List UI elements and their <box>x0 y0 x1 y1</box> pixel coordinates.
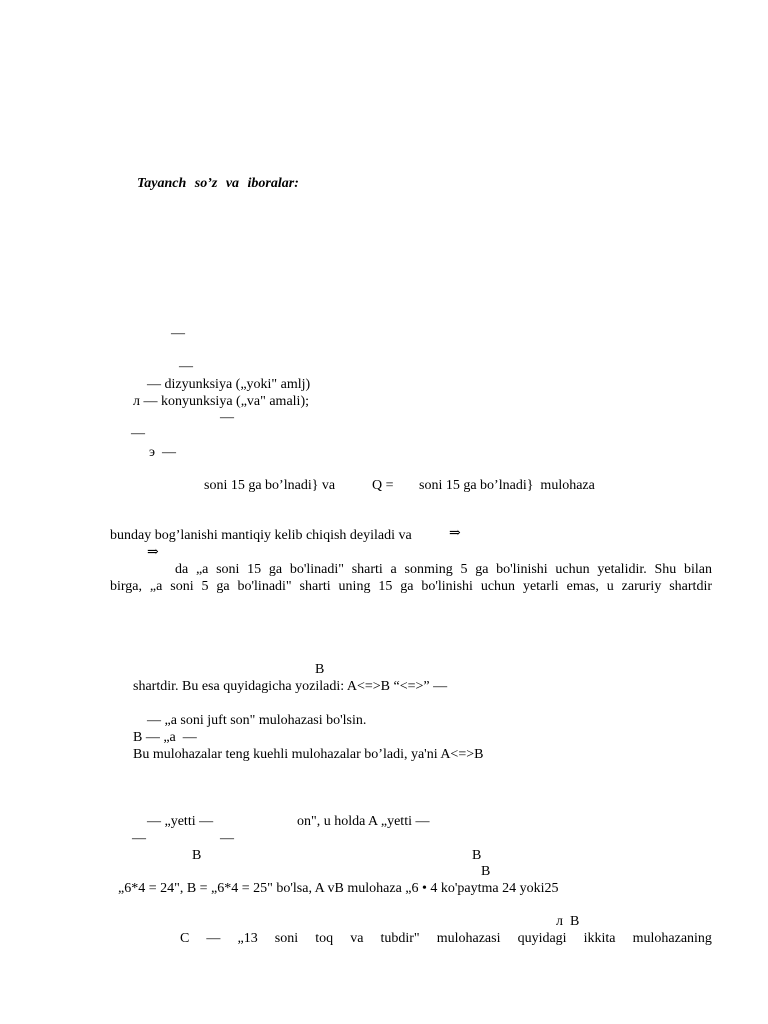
text-line: B — „a — <box>133 730 197 745</box>
word: mulohazaning <box>632 931 712 946</box>
word: va <box>350 931 364 946</box>
text-fragment: — „yetti — <box>147 814 214 829</box>
text-fragment: soni 15 ga bo’lnadi} mulohaza <box>419 478 595 493</box>
word: mulohazasi <box>436 931 501 946</box>
text-fragment: on", u holda A „yetti — <box>297 814 430 829</box>
dash: — <box>171 326 185 341</box>
dash: — <box>132 831 146 846</box>
text-line: л — konyunksiya („va" amali); <box>133 394 309 409</box>
implies-symbol: ⇒ <box>147 545 159 560</box>
letter-b: B <box>315 662 325 677</box>
dash: — <box>179 359 193 374</box>
word: — <box>206 931 221 946</box>
text-line: Bu mulohazalar teng kuehli mulohazalar bo’ladi, ya'ni A<=>B <box>133 747 484 762</box>
heading: Tayanch so’z va iboralar: <box>137 176 299 191</box>
word: toq <box>315 931 334 946</box>
letter-b: B <box>472 848 482 863</box>
text-line: da „a soni 15 ga bo'linadi" sharti a sonming 5 ga bo'linishi uchun yetalidir. Shu bilan <box>175 562 712 577</box>
letter-b: B <box>192 848 202 863</box>
word: „13 <box>237 931 258 946</box>
text-line: — „a soni juft son" mulohazasi bo'lsin. <box>147 713 367 728</box>
text-line: э — <box>149 445 177 460</box>
dash: — <box>220 831 234 846</box>
word: soni <box>274 931 299 946</box>
dash: — <box>220 410 234 425</box>
text-fragment: Q = <box>372 478 394 493</box>
word: ikkita <box>583 931 616 946</box>
word: quyidagi <box>517 931 567 946</box>
text-line: „6*4 = 24", B = „6*4 = 25" bo'lsa, A vB mulohaza „6 • 4 ko'paytma 24 yoki25 <box>118 881 559 896</box>
text-line: — dizyunksiya („yoki" amlj) <box>147 377 311 392</box>
implies-symbol: ⇒ <box>449 526 461 541</box>
justified-line <box>180 932 712 946</box>
letter-b: B <box>481 864 491 879</box>
dash: — <box>131 426 145 441</box>
word: tubdir" <box>380 931 420 946</box>
text-fragment: soni 15 ga bo’lnadi} va <box>204 478 336 493</box>
text-line: shartdir. Bu esa quyidagicha yoziladi: A<=>B “<=>” — <box>133 679 448 694</box>
word: C <box>180 931 190 946</box>
text-line: bunday bog’lanishi mantiqiy kelib chiqish deyiladi va <box>110 528 412 543</box>
text-fragment: л B <box>556 914 580 929</box>
text-line: birga, „a soni 5 ga bo'linadi" sharti uning 15 ga bo'linishi uchun yetarli emas, u zaruriy shartdir <box>110 579 712 594</box>
